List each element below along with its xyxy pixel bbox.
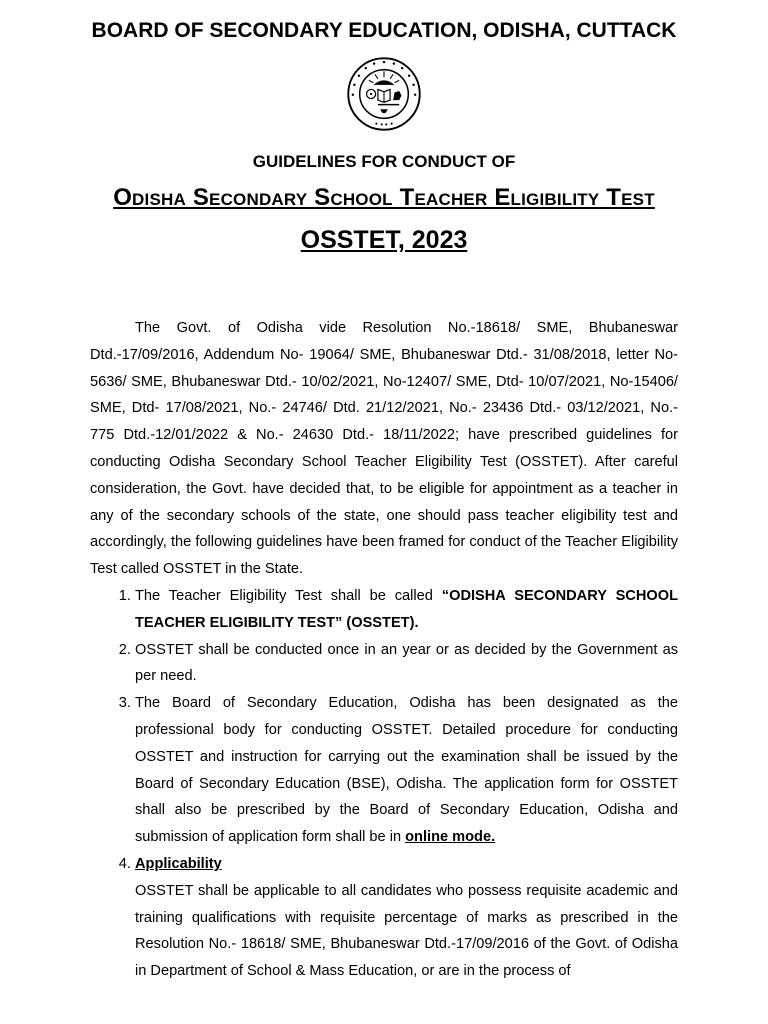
guideline-list — [90, 583, 678, 985]
intro-paragraph: The Govt. of Odisha vide Resolution No.-18618/ SME, Bhubaneswar Dtd.-17/09/2016, Addendum No- 19064/ SME, Bhubaneswar Dtd.- 31/08/2018, letter No-5636/ SME, Bhubaneswar Dtd.- 10/02/2021, No-12407/ SME, Dtd- 10/07/2021, No-15406/ SME, Dtd- 17/08/2021, No.- 24746/ Dtd. 21/12/2021, No.- 23436 Dtd.- 03/12/2021, No.- 775 Dtd.-12/01/2022 & No.- 24630 Dtd.- 18/11/2022; have prescribed guidelines for conducting Odisha Secondary School Teacher Eligibility Test (OSSTET). After careful consideration, the Govt. have decided that, to be eligible for appointment as a teacher in any of the secondary schools of the state, one should pass teacher eligibility test and accordingly, the following guidelines have been framed for conduct of the Teacher Eligibility Test called OSSTET in the State. — [90, 320, 678, 578]
item-text: OSSTET shall be applicable to all candidates who possess requisite academic and training qualifications with requisite percentage of marks as prescribed in the Resolution No.- 18618/ SME, Bhubaneswar Dtd.-17/09/2016 of the Govt. of Odisha in Department of School & Mass Education, or are in the process of — [135, 882, 678, 980]
list-item — [135, 690, 678, 851]
list-item — [135, 851, 678, 985]
seal-container — [0, 56, 768, 132]
item-bold-text: “ODISHA SECONDARY SCHOOL TEACHER ELIGIBILITY TEST” (OSSTET). — [135, 587, 678, 631]
document-body — [90, 315, 678, 985]
board-seal-icon — [346, 56, 422, 132]
list-item — [135, 583, 678, 637]
applicability-heading: 4. Applicability — [135, 855, 222, 872]
item-text: The Board of Secondary Education, Odisha has been designated as the professional body for conducting OSSTET. Detailed procedure for conducting OSSTET and instruction for carrying out the examination shall be issued by the Board of Secondary Education (BSE), Odisha. The application form for OSSTET shall also be prescribed by the Board of Secondary Education, Odisha and submission of application form shall be in — [135, 695, 678, 846]
item-text: OSSTET shall be conducted once in an year or as decided by the Government as per need. — [135, 641, 678, 685]
online-mode-text: online mode. — [405, 829, 496, 846]
list-item — [135, 637, 678, 691]
exam-full-name: Odisha Secondary School Teacher Eligibility Test — [113, 184, 655, 211]
exam-short-title: OSSTET, 2023 — [300, 226, 468, 254]
guidelines-title: GUIDELINES FOR CONDUCT OF — [252, 152, 516, 171]
board-title: BOARD OF SECONDARY EDUCATION, ODISHA, CUTTACK — [91, 19, 677, 42]
item-text: The Teacher Eligibility Test shall be called — [135, 587, 442, 604]
